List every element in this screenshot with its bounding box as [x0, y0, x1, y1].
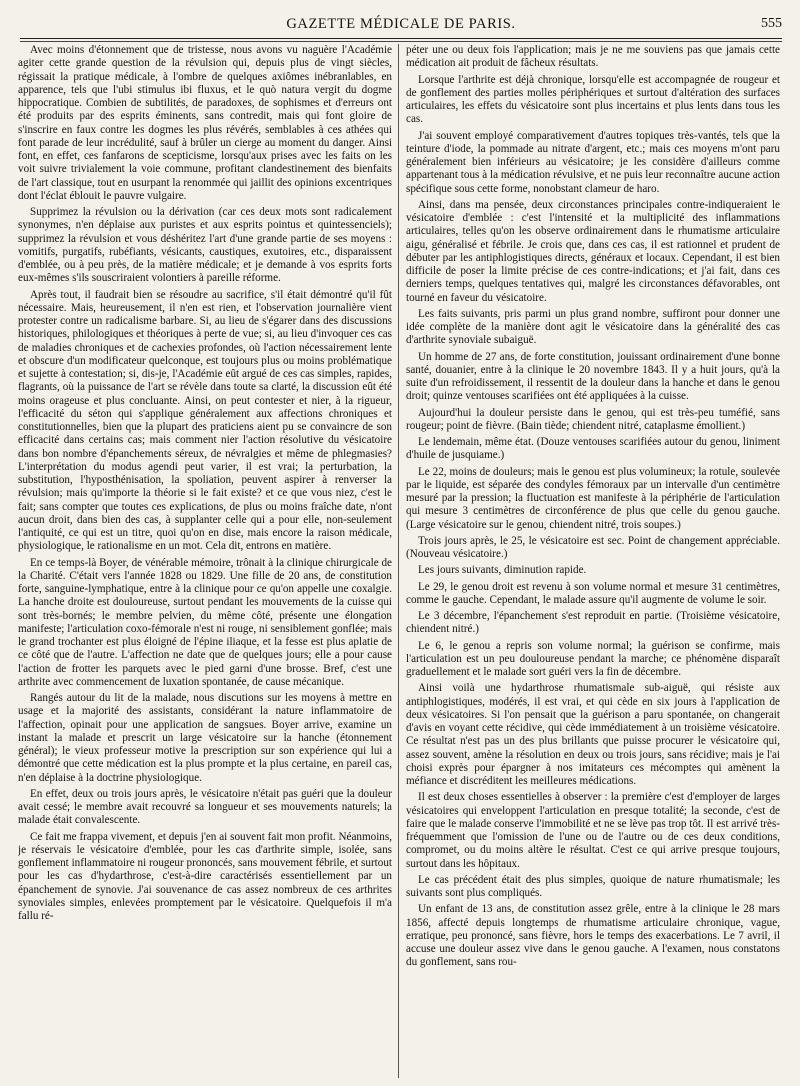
paragraph: Avec moins d'étonnement que de tristesse, nous avons vu naguère l'Académie agiter cette grande question de la révulsion qui, depuis plus de vingt siècles, régissait la pratique médicale, à l'ombre de quelques axiômes inébranlables, en apparence, tels que l'ubi stimulus ibi fluxus, et le quò natura vergit du dogme hippocratique. Combien de subtilités, de paradoxes, de sophismes et d'erreurs ont été produits par des esprits éminents, sans contredit, mais qui font gloire de s'inscrire en faux contre les dogmes les plus révérés, semblables à ces athées qui font parade de leur incrédulité, sauf à brûler un cierge au moment du danger. Ainsi font, en effet, ces fanfarons de scepticisme, lorsqu'aux prises avec les faits on les voit suivre trivialement la voie commune, profitant clandestinement des bienfaits de l'art classique, tout en usurpant la renommée qui jaillit des opinions excentriques dont l'éclat éblouit le pauvre vulgaire.	[18, 44, 392, 202]
paragraph: Le lendemain, même état. (Douze ventouses scarifiées autour du genou, liniment d'huile de jusquiame.)	[406, 436, 780, 462]
paragraph: Après tout, il faudrait bien se résoudre au sacrifice, s'il était démontré qu'il fût nécessaire. Mais, heureusement, il n'en est rien, et l'observation journalière vient protester contre un radicalisme barbare. Si, au lieu de s'égarer dans des discussions historiques, philologiques et théoriques à perte de vue; si, au lieu d'invoquer ces cas de maladies chroniques et de cachexies profondes, où l'action nécessairement lente et obscure d'un modificateur quelconque, est toujours plus ou moins problématique et sujette à contestation; si, dis-je, l'Académie eût argué de ces cas simples, rapides, flagrants, où la puissance de l'art se révèle dans toute sa clarté, la discussion eût été moins orageuse et plus concluante. Ainsi, on peut contester et nier, à la rigueur, l'efficacité du séton qui s'applique généralement aux affections chroniques et constitutionnelles, bien que la plupart des praticiens aient pu se convaincre de son efficacité dans certains cas; mais comment nier l'action résolutive du vésicatoire dans bon nombre d'épanchements séreux, de névralgies et même de phlegmasies? L'interprétation du modus agendi peut varier, il est vrai; la perturbation, la substitution, l'hyposthénisation, la spoliation, peuvent aspirer à renverser la révulsion; mais qu'importe la théorie si le fait existe? et ce que vous niez, c'est le fait; sans compter que toutes ces explications, de plus ou moins fraîche date, n'ont aucun droit, dans bien des cas, à supplanter celle qui a pour elle, non-seulement l'antiquité, ce qui est un titre, quoi qu'on en dise, mais encore la raison médicale, physiologique, le rationalisme en un mot. Cela dit, entrons en matière.	[18, 288, 392, 553]
paragraph: Supprimez la révulsion ou la dérivation (car ces deux mots sont radicalement synonymes, n'en déplaise aux puristes et aux esprits pointus et quintessenciels); supprimez la révulsion et vous déshéritez l'art d'une grande partie de ses moyens : vomitifs, purgatifs, rubéfiants, vésicants, caustiques, exutoires, etc., disparaissent d'emblée, ou à peu près, de la matière médicale; et je demande à vos esprits forts eux-mêmes s'ils souscriraient volontiers à pareille réforme.	[18, 206, 392, 285]
page-header	[20, 14, 782, 36]
paragraph: Trois jours après, le 25, le vésicatoire est sec. Point de changement appréciable. (Nouveau vésicatoire.)	[406, 534, 780, 560]
paragraph: Le 29, le genou droit est revenu à son volume normal et mesure 31 centimètres, comme le gauche. Cependant, le malade assure qu'il augmente de volume le soir.	[406, 580, 780, 606]
paragraph: Ainsi, dans ma pensée, deux circonstances principales contre-indiqueraient le vésicatoire d'emblée : c'est l'intensité et la multiplicité des inflammations articulaires, telles qu'on les observe ordinairement dans le rhumatisme articulaire aigu, généralisé et fébrile. Je crois que, dans ces cas, il est rationnel et prudent de débuter par les antiphlogistiques directs, généraux et locaux. Cependant, il est bien difficile de poser la limite précise de ces contre-indications; et j'ai fait, dans ces derniers temps, quelques tentatives qui, malgré les circonstances défavorables, ont tourné en faveur du vésicatoire.	[406, 198, 780, 304]
paragraph: J'ai souvent employé comparativement d'autres topiques très-vantés, tels que la teinture d'iode, la pommade au nitrate d'argent, etc.; mais ces moyens m'ont paru généralement bien inférieurs au vésicatoire; je les considère d'ailleurs comme appartenant tous à la médication révulsive, et ne puis leur reconnaître aucune action spécifique sous cette forme, nonobstant clameur de haro.	[406, 129, 780, 195]
paragraph: Lorsque l'arthrite est déjà chronique, lorsqu'elle est accompagnée de rougeur et de gonflement des parties molles périphériques et surtout d'altération des surfaces articulaires, les effets du vésicatoire sont plus incertains et plus lents dans tous les cas.	[406, 73, 780, 126]
right-column	[406, 44, 780, 1080]
column-divider	[398, 44, 399, 1078]
paragraph: Le 6, le genou a repris son volume normal; la guérison se confirme, mais l'articulation est un peu douloureuse pendant la marche; ce phénomène disparaît graduellement et le malade sort guéri vers la fin de décembre.	[406, 639, 780, 678]
paragraph: Un enfant de 13 ans, de constitution assez grêle, entre à la clinique le 28 mars 1856, affecté depuis longtemps de rhumatisme articulaire chronique, vague, erratique, peu prononcé, sans fièvre, hors le temps des exacerbations. Le 7 avril, il accuse une douleur assez vive dans le genou gauche. A l'examen, nous constatons du gonflement, sans rou-	[406, 903, 780, 969]
paragraph: En effet, deux ou trois jours après, le vésicatoire n'était pas guéri que la douleur avait cessé; le membre avait recouvré sa longueur et ses mouvements naturels; la malade était convalescente.	[18, 787, 392, 827]
paragraph: Le cas précédent était des plus simples, quoique de nature rhumatismale; les suivants sont plus compliqués.	[406, 873, 780, 899]
paragraph: Il est deux choses essentielles à observer : la première c'est d'employer de larges vésicatoires qui enveloppent l'articulation en presque totalité; la seconde, c'est de faire que le malade conserve l'immobilité et ne se lève pas trop tôt. Il est arrivé très-fréquemment que l'omission de l'une ou de l'autre ou de ces deux conditions, compromet, ou du moins altère le résultat. C'est ce qui arrive presque toujours, surtout dans les hôpitaux.	[406, 791, 780, 870]
paragraph: péter une ou deux fois l'application; mais je ne me souviens pas que jamais cette médication ait produit de fâcheux résultats.	[406, 44, 780, 70]
paragraph: Un homme de 27 ans, de forte constitution, jouissant ordinairement d'une bonne santé, douanier, entre à la clinique le 20 novembre 1843. Il y a huit jours, qu'à la suite d'un refroidissement, il ressentit de la douleur dans la hanche et dans le genou droit; quinze ventouses scarifiées ont été appliquées à la cuisse.	[406, 350, 780, 403]
journal-title: GAZETTE MÉDICALE DE PARIS.	[286, 16, 516, 32]
paragraph: Aujourd'hui la douleur persiste dans le genou, qui est très-peu tuméfié, sans rougeur; point de fièvre. (Bain tiède; chiendent nitré, cataplasme émollient.)	[406, 406, 780, 432]
paragraph: En ce temps-là Boyer, de vénérable mémoire, trônait à la clinique chirurgicale de la Charité. C'était vers l'année 1828 ou 1829. Une fille de 20 ans, de constitution forte, sanguine-lymphatique, entre à la clinique pour ce qu'on appelle une coxalgie. La hanche droite est douloureuse, surtout pendant les mouvements de la cuisse qui sont très-bornés; le membre pelvien, du même côté, présente une élongation manifeste; l'articulation coxo-fémorale n'est ni rouge, ni sensiblement gonflée; mais le grand trochanter est plus éloigné de l'épine iliaque, et la fesse est plus aplatie de ce côté que de l'autre. L'affection ne date que de quelques jours; elle a pour cause l'action de frotter les parquets avec le pied garni d'une brosse. Bref, c'est une arthrite avec commencement de luxation spontanée, de cause mécanique.	[18, 556, 392, 688]
paragraph: Ce fait me frappa vivement, et depuis j'en ai souvent fait mon profit. Néanmoins, je réservais le vésicatoire d'emblée, pour les cas d'arthrite simple, isolée, sans gonflement inflammatoire ni rougeur prononcés, sans mouvement fébrile, et surtout pour les cas d'hydarthrose, c'est-à-dire caractérisés essentiellement par un épanchement de synovie. J'ai souvenance de cas assez nombreux de ces arthrites synoviales simples, enlevées promptement par le vésicatoire. Quelquefois il m'a fallu ré-	[18, 830, 392, 922]
paragraph: Les faits suivants, pris parmi un plus grand nombre, suffiront pour donner une idée complète de la manière dont agit le vésicatoire dans la généralité des cas d'arthrite synoviale subaiguë.	[406, 307, 780, 347]
page-number: 555	[761, 16, 782, 31]
paragraph: Rangés autour du lit de la malade, nous discutions sur les moyens à mettre en usage et la majorité des assistants, considérant la nature inflammatoire de l'affection, opinait pour une application de sangsues. Boyer arrive, examine un instant la malade et prescrit un large vésicatoire sur la hanche (étonnement général); le vieux professeur motive la prescription sur son expérience qui lui a démontré que cette médication est la plus prompte et la plus certaine, en pareil cas, n'en déplaise à la doctrine physiologique.	[18, 692, 392, 784]
left-column	[18, 44, 392, 1080]
paragraph: Le 3 décembre, l'épanchement s'est reproduit en partie. (Troisième vésicatoire, chiendent nitré.)	[406, 610, 780, 636]
paragraph: Les jours suivants, diminution rapide.	[418, 564, 587, 577]
header-rule-thin	[20, 41, 782, 42]
header-rule	[20, 38, 782, 39]
paragraph: Le 22, moins de douleurs; mais le genou est plus volumineux; la rotule, soulevée par le liquide, est séparée des condyles fémoraux par un intervalle d'un centimètre mesuré par la pression; la fluctuation est manifeste à la périphérie de l'articulation qui mesure 3 centimètres de circonférence de plus que celle du genou gauche. (Large vésicatoire sur le genou, chiendent nitré, trois soupes.)	[406, 465, 780, 531]
paragraph: Ainsi voilà une hydarthrose rhumatismale sub-aiguë, qui résiste aux antiphlogistiques, modérés, il est vrai, et qui cède en six jours à l'application de deux vésicatoires. Si l'on pensait que la guérison a paru spontanée, on changerait d'avis en voyant cette récidive, qui cède immédiatement à un troisième vésicatoire. Ce résultat n'est pas un des plus brillants que puisse procurer le vésicatoire qui, assez souvent, amène la résolution en deux ou trois jours, sans récidive; mais je l'ai choisi exprès pour épargner à nos imitateurs ces mécomptes qui amènent la méfiance et discréditent les meilleures médications.	[406, 682, 780, 787]
